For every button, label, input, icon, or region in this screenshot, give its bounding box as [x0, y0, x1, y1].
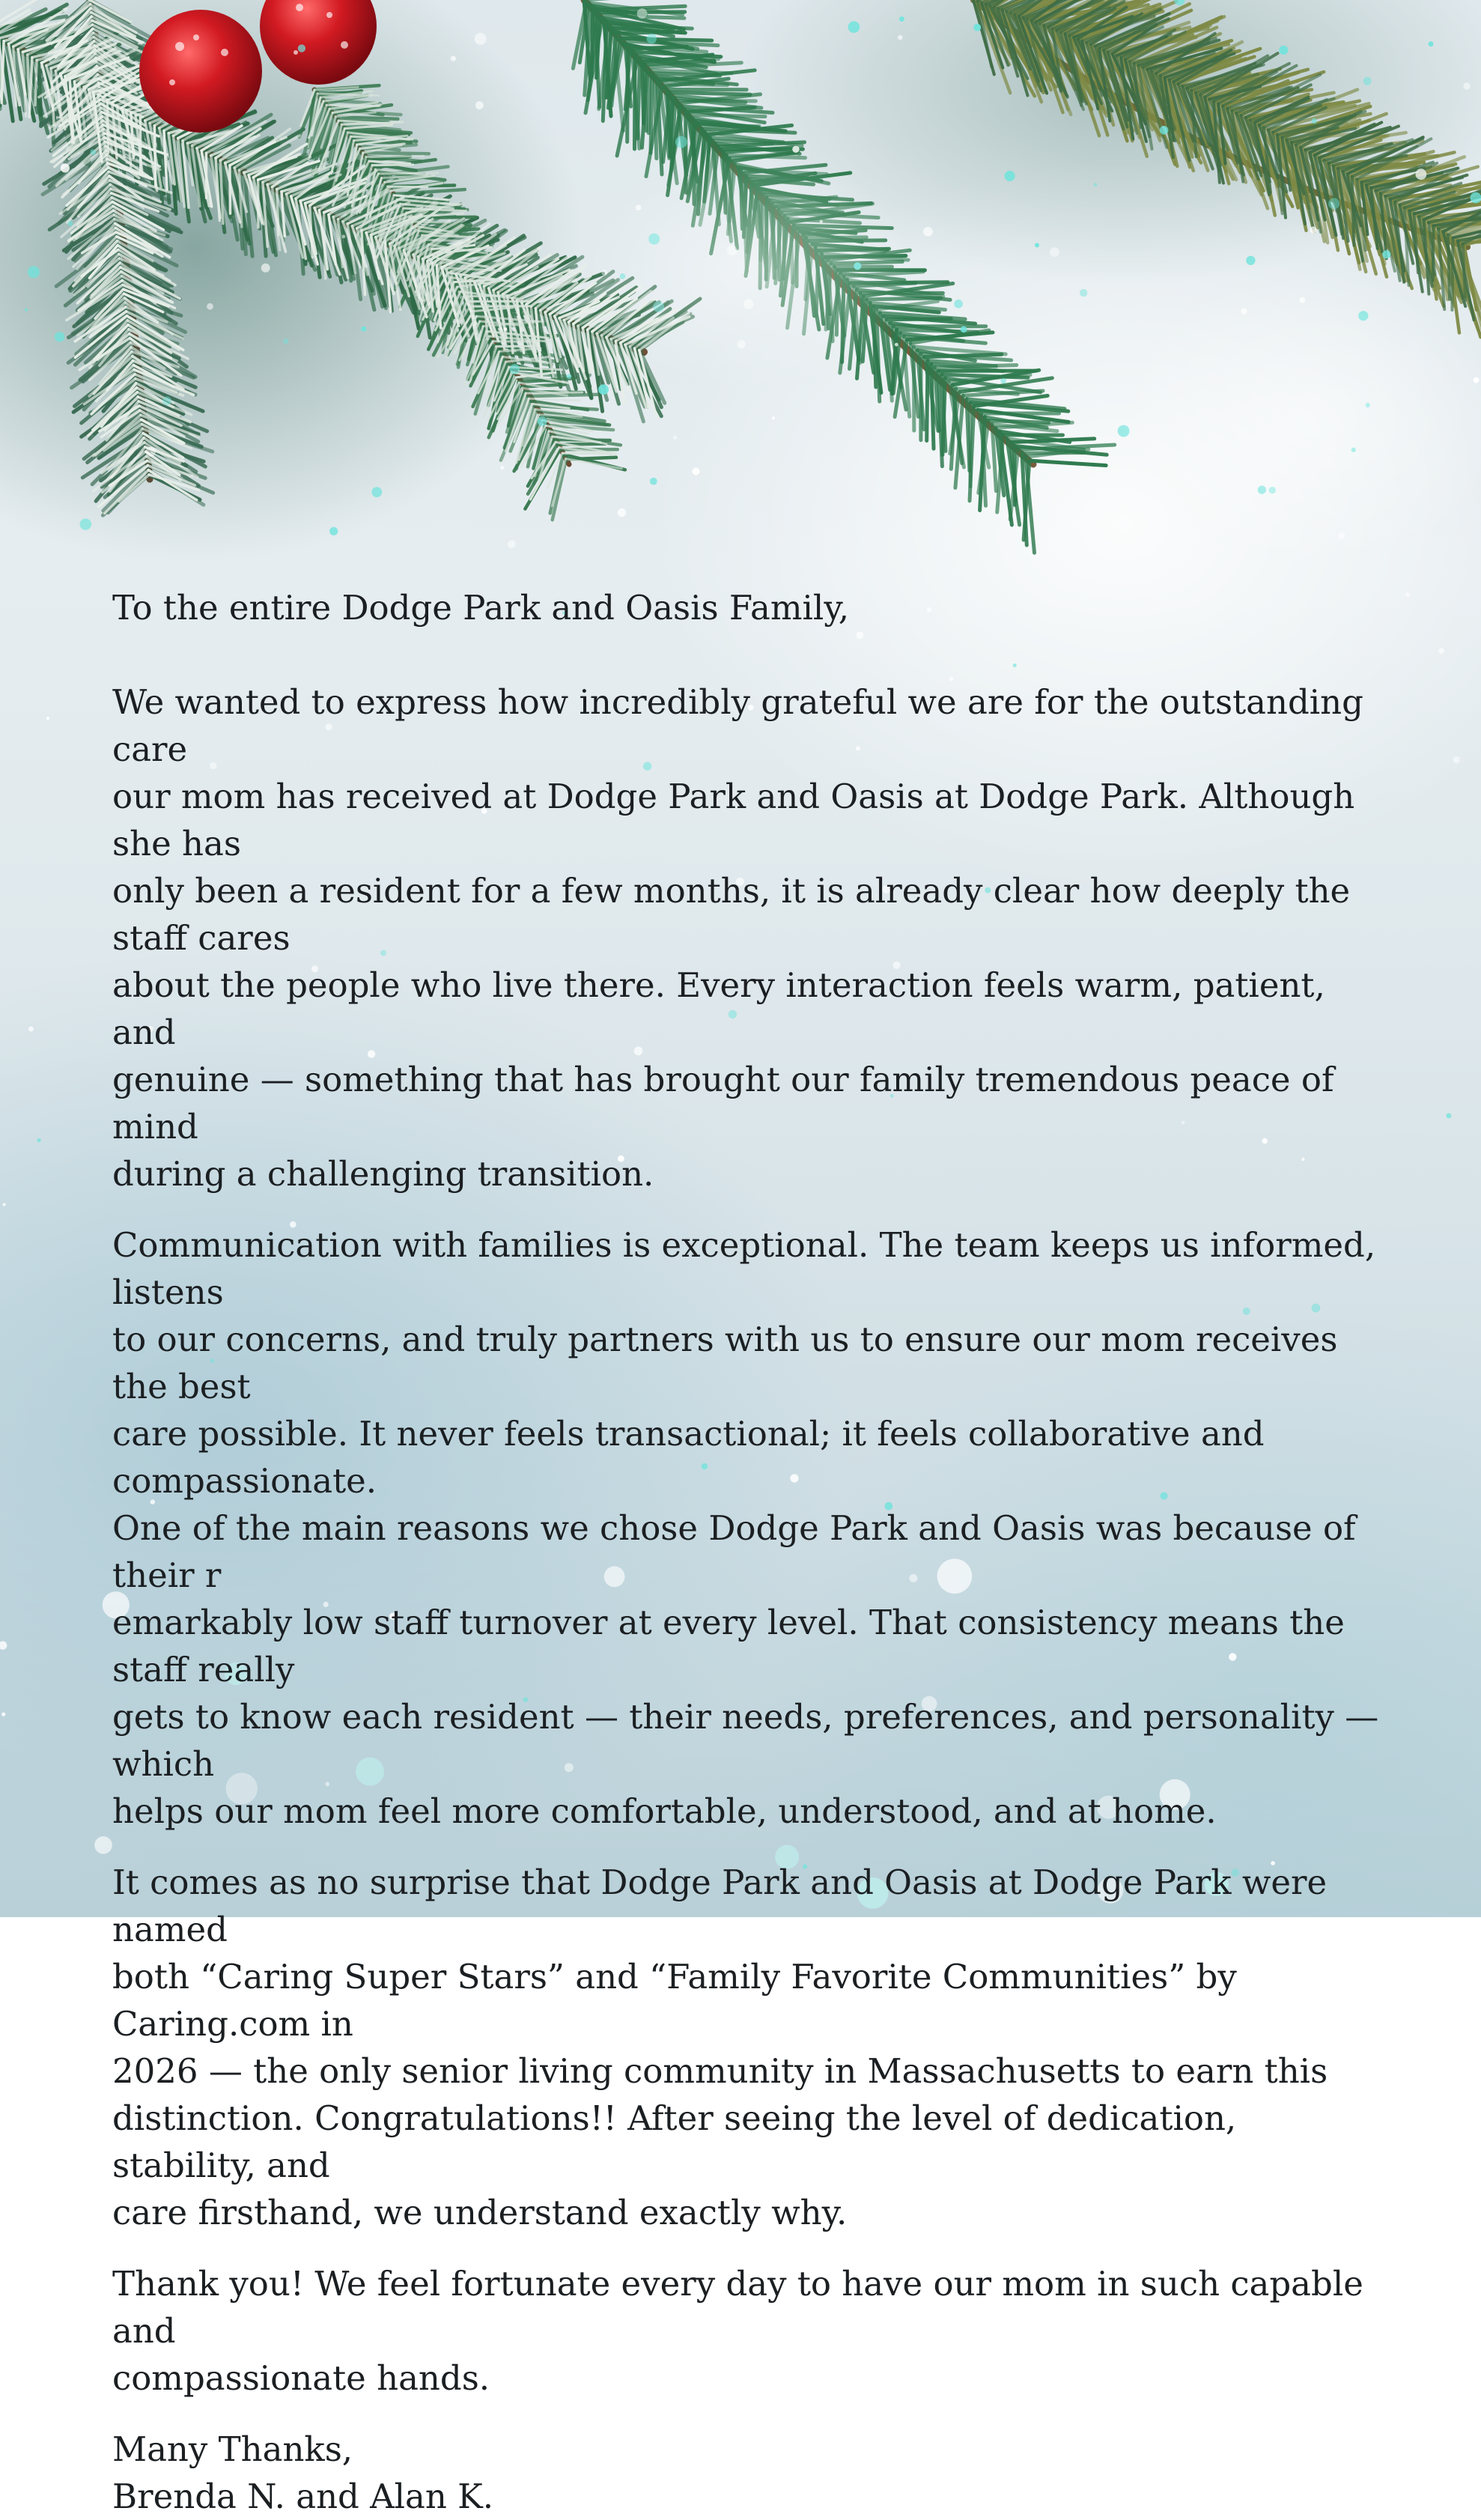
letter-body [112, 584, 1385, 2520]
letter-closing: Many Thanks, [112, 2426, 1385, 2473]
letter-signature: Brenda N. and Alan K. [112, 2473, 1385, 2520]
letter-paragraph: It comes as no surprise that Dodge Park and Oasis at Dodge Park were named both “Caring Super Stars” and “Family Favorite Communities” by Caring.com in 2026 — the only senior living community in Massachusetts to earn this distinction. Congratulations!! After seeing the level of dedication, stability, and care firsthand, we understand exactly why. [112, 1859, 1385, 2236]
letter-salutation: To the entire Dodge Park and Oasis Family, [112, 584, 1385, 631]
letter-paragraph: We wanted to express how incredibly grateful we are for the outstanding care our mom has received at Dodge Park and Oasis at Dodge Park. Although she has only been a resident for a few months, it is already clear how deeply the staff cares about the people who live there. Every interaction feels warm, patient, and genuine — something that has brought our family tremendous peace of mind during a challenging transition. [112, 678, 1385, 1197]
letter-paragraph: Thank you! We feel fortunate every day to have our mom in such capable and compassionate hands. [112, 2260, 1385, 2402]
letter-paragraph: Communication with families is exceptional. The team keeps us informed, listens to our concerns, and truly partners with us to ensure our mom receives the best care possible. It never feels transactional; it feels collaborative and compassionate. One of the main reasons we chose Dodge Park and Oasis was because of their r emarkably low staff turnover at every level. That consistency means the staff really gets to know each resident — their needs, preferences, and personality — which helps our mom feel more comfortable, understood, and at home. [112, 1221, 1385, 1835]
